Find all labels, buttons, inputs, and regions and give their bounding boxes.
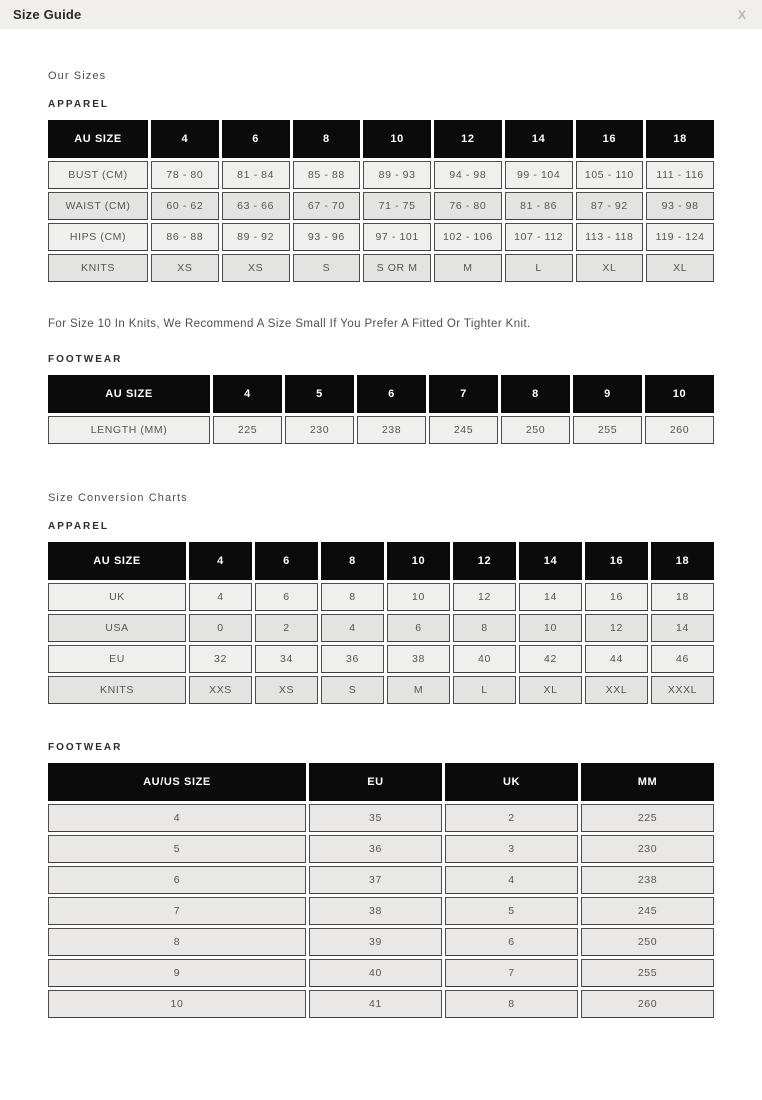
value-cell: 4: [445, 866, 578, 894]
conversion-charts-heading: Size Conversion Charts: [48, 492, 188, 504]
value-cell: 14: [519, 583, 582, 611]
value-cell: 4: [189, 583, 252, 611]
conversion-apparel-table: [48, 542, 714, 704]
value-cell: 67 - 70: [293, 192, 361, 220]
header-cell: 10: [363, 120, 431, 158]
value-cell: 97 - 101: [363, 223, 431, 251]
value-cell: 39: [309, 928, 442, 956]
value-cell: 250: [501, 416, 570, 444]
header-cell: 16: [576, 120, 644, 158]
header-cell: 10: [645, 375, 714, 413]
value-cell: 7: [48, 897, 306, 925]
value-cell: M: [434, 254, 502, 282]
header-cell: MM: [581, 763, 714, 801]
header-cell: AU SIZE: [48, 542, 186, 580]
titlebar: [0, 0, 762, 29]
row-label-cell: BUST (CM): [48, 161, 148, 189]
value-cell: 36: [321, 645, 384, 673]
header-cell: 12: [453, 542, 516, 580]
value-cell: 32: [189, 645, 252, 673]
value-cell: 4: [321, 614, 384, 642]
header-cell: 6: [357, 375, 426, 413]
value-cell: 36: [309, 835, 442, 863]
close-icon[interactable]: X: [737, 7, 746, 22]
value-cell: 255: [581, 959, 714, 987]
header-cell: 8: [501, 375, 570, 413]
our-sizes-heading: Our Sizes: [48, 70, 107, 82]
value-cell: 238: [357, 416, 426, 444]
value-cell: 89 - 93: [363, 161, 431, 189]
conversion-footwear-table: [48, 763, 714, 1018]
value-cell: XL: [646, 254, 714, 282]
value-cell: 12: [453, 583, 516, 611]
value-cell: 85 - 88: [293, 161, 361, 189]
row-label-cell: KNITS: [48, 676, 186, 704]
page-title: Size Guide: [13, 7, 82, 22]
our-sizes-apparel-table: [48, 120, 714, 282]
row-label-cell: HIPS (CM): [48, 223, 148, 251]
value-cell: 7: [445, 959, 578, 987]
value-cell: 76 - 80: [434, 192, 502, 220]
value-cell: XXL: [585, 676, 648, 704]
header-cell: 4: [213, 375, 282, 413]
value-cell: 8: [48, 928, 306, 956]
row-label-cell: UK: [48, 583, 186, 611]
value-cell: 5: [445, 897, 578, 925]
header-cell: 9: [573, 375, 642, 413]
header-cell: 7: [429, 375, 498, 413]
value-cell: 6: [48, 866, 306, 894]
value-cell: 111 - 116: [646, 161, 714, 189]
value-cell: 245: [429, 416, 498, 444]
conversion-footwear-label: FOOTWEAR: [48, 742, 123, 753]
row-label-cell: KNITS: [48, 254, 148, 282]
row-label-cell: USA: [48, 614, 186, 642]
header-cell: AU SIZE: [48, 375, 210, 413]
value-cell: 34: [255, 645, 318, 673]
value-cell: 225: [581, 804, 714, 832]
value-cell: 14: [651, 614, 714, 642]
header-cell: AU/US SIZE: [48, 763, 306, 801]
value-cell: 245: [581, 897, 714, 925]
knits-note: For Size 10 In Knits, We Recommend A Size Small If You Prefer A Fitted Or Tighter Knit.: [48, 318, 531, 330]
conversion-apparel-label: APPAREL: [48, 521, 110, 532]
header-cell: 4: [189, 542, 252, 580]
row-label-cell: EU: [48, 645, 186, 673]
row-label-cell: WAIST (CM): [48, 192, 148, 220]
value-cell: M: [387, 676, 450, 704]
value-cell: 3: [445, 835, 578, 863]
header-cell: 14: [519, 542, 582, 580]
header-cell: 8: [293, 120, 361, 158]
header-cell: AU SIZE: [48, 120, 148, 158]
value-cell: XS: [255, 676, 318, 704]
header-cell: 10: [387, 542, 450, 580]
value-cell: 6: [445, 928, 578, 956]
value-cell: 225: [213, 416, 282, 444]
apparel-section-label: APPAREL: [48, 99, 110, 110]
value-cell: 0: [189, 614, 252, 642]
value-cell: XL: [519, 676, 582, 704]
value-cell: 40: [309, 959, 442, 987]
value-cell: 89 - 92: [222, 223, 290, 251]
value-cell: 119 - 124: [646, 223, 714, 251]
value-cell: S: [293, 254, 361, 282]
value-cell: 4: [48, 804, 306, 832]
value-cell: 5: [48, 835, 306, 863]
value-cell: 238: [581, 866, 714, 894]
value-cell: 6: [387, 614, 450, 642]
value-cell: S OR M: [363, 254, 431, 282]
value-cell: 94 - 98: [434, 161, 502, 189]
value-cell: 60 - 62: [151, 192, 219, 220]
value-cell: 107 - 112: [505, 223, 573, 251]
value-cell: 230: [581, 835, 714, 863]
value-cell: 42: [519, 645, 582, 673]
value-cell: XL: [576, 254, 644, 282]
value-cell: 38: [309, 897, 442, 925]
value-cell: 8: [321, 583, 384, 611]
header-cell: 18: [646, 120, 714, 158]
value-cell: 46: [651, 645, 714, 673]
value-cell: 41: [309, 990, 442, 1018]
value-cell: 78 - 80: [151, 161, 219, 189]
value-cell: 2: [445, 804, 578, 832]
value-cell: 255: [573, 416, 642, 444]
value-cell: XXXL: [651, 676, 714, 704]
header-cell: 16: [585, 542, 648, 580]
value-cell: XXS: [189, 676, 252, 704]
value-cell: 18: [651, 583, 714, 611]
value-cell: 2: [255, 614, 318, 642]
value-cell: XS: [222, 254, 290, 282]
value-cell: 250: [581, 928, 714, 956]
footwear-section-label: FOOTWEAR: [48, 354, 123, 365]
value-cell: 6: [255, 583, 318, 611]
value-cell: 63 - 66: [222, 192, 290, 220]
value-cell: 81 - 86: [505, 192, 573, 220]
value-cell: 12: [585, 614, 648, 642]
value-cell: 87 - 92: [576, 192, 644, 220]
value-cell: 8: [445, 990, 578, 1018]
value-cell: 37: [309, 866, 442, 894]
value-cell: 40: [453, 645, 516, 673]
value-cell: 8: [453, 614, 516, 642]
value-cell: 102 - 106: [434, 223, 502, 251]
value-cell: 113 - 118: [576, 223, 644, 251]
value-cell: 260: [645, 416, 714, 444]
value-cell: 105 - 110: [576, 161, 644, 189]
header-cell: UK: [445, 763, 578, 801]
value-cell: 16: [585, 583, 648, 611]
header-cell: 4: [151, 120, 219, 158]
header-cell: 12: [434, 120, 502, 158]
value-cell: 93 - 96: [293, 223, 361, 251]
row-label-cell: LENGTH (MM): [48, 416, 210, 444]
value-cell: 38: [387, 645, 450, 673]
size-guide-content: [0, 70, 762, 1018]
header-cell: 6: [255, 542, 318, 580]
header-cell: 6: [222, 120, 290, 158]
header-cell: EU: [309, 763, 442, 801]
our-sizes-footwear-table: [48, 375, 714, 444]
value-cell: 260: [581, 990, 714, 1018]
header-cell: 14: [505, 120, 573, 158]
value-cell: L: [505, 254, 573, 282]
header-cell: 5: [285, 375, 354, 413]
value-cell: 81 - 84: [222, 161, 290, 189]
header-cell: 18: [651, 542, 714, 580]
value-cell: 93 - 98: [646, 192, 714, 220]
header-cell: 8: [321, 542, 384, 580]
value-cell: 230: [285, 416, 354, 444]
value-cell: L: [453, 676, 516, 704]
value-cell: XS: [151, 254, 219, 282]
value-cell: 35: [309, 804, 442, 832]
value-cell: 86 - 88: [151, 223, 219, 251]
value-cell: 44: [585, 645, 648, 673]
value-cell: 10: [48, 990, 306, 1018]
value-cell: 9: [48, 959, 306, 987]
value-cell: 10: [387, 583, 450, 611]
value-cell: 71 - 75: [363, 192, 431, 220]
value-cell: 99 - 104: [505, 161, 573, 189]
value-cell: 10: [519, 614, 582, 642]
value-cell: S: [321, 676, 384, 704]
